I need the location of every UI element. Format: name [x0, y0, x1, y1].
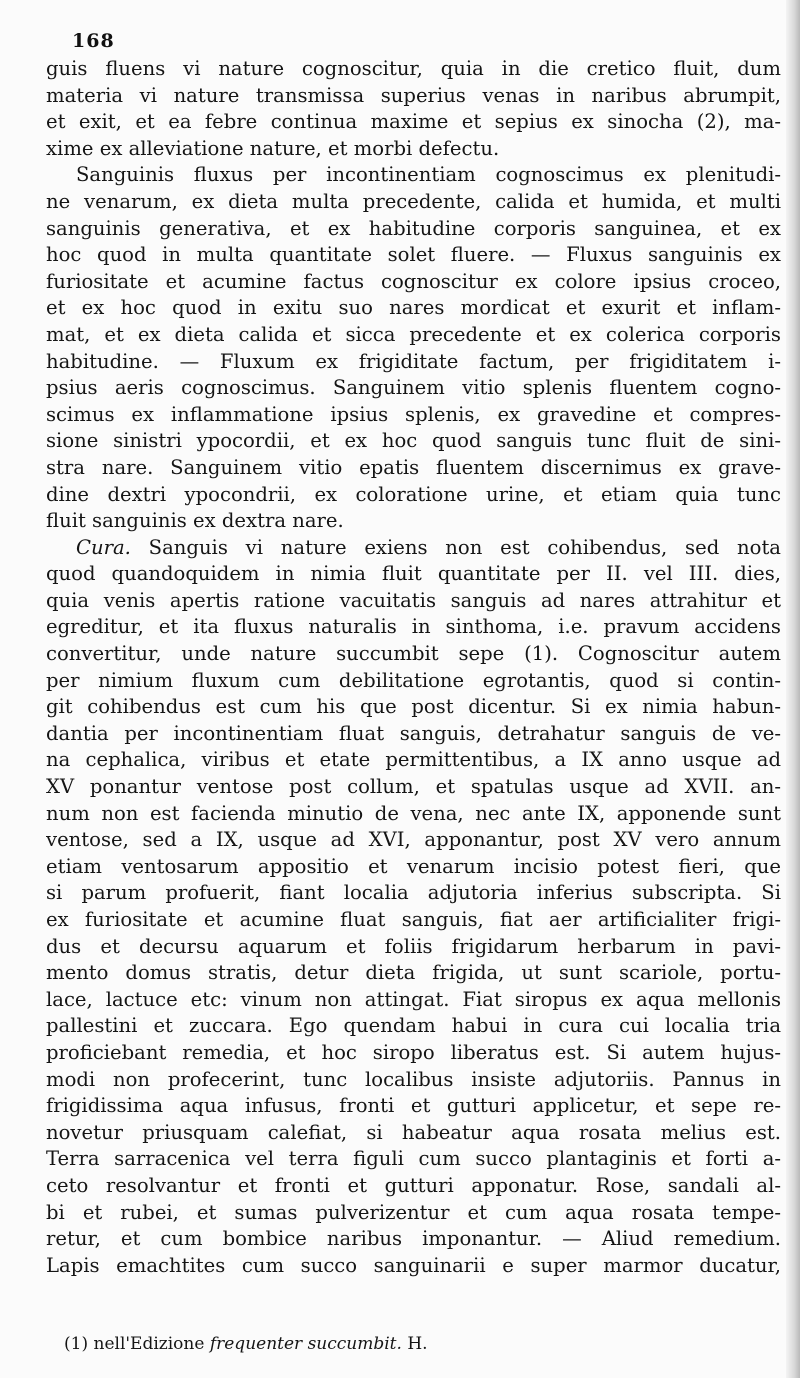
- text-line: dantia per incontinentiam fluat sanguis, detrahatur sanguis de ve-: [46, 721, 781, 745]
- text-line: modi non profecerint, tunc localibus insiste adjutoriis. Pannus in: [46, 1067, 781, 1091]
- text-line: num non est facienda minutio de vena, nec ante IX, apponende sunt: [46, 801, 781, 825]
- text-line: convertitur, unde nature succumbit sepe (1). Cognoscitur autem: [46, 642, 781, 666]
- footnote-tail: H.: [401, 1334, 428, 1354]
- text-line: git cohibendus est cum his que post dicentur. Si ex nimia habun-: [46, 695, 781, 719]
- text-line: habitudine. — Fluxum ex frigiditate factum, per frigiditatem i-: [46, 349, 781, 373]
- text-line: bi et rubei, et sumas pulverizentur et cum aqua rosata tempe-: [46, 1200, 781, 1224]
- text-line: frigidissima aqua infusus, fronti et gutturi applicetur, et sepe re-: [46, 1094, 781, 1118]
- body-text: [46, 56, 781, 1279]
- text-line: quod quandoquidem in nimia fluit quantitate per II. vel III. dies,: [46, 562, 781, 586]
- cura-line: [46, 535, 781, 562]
- text-line: materia vi nature transmissa superius venas in naribus abrumpit,: [46, 83, 781, 107]
- footnote-italic-text: frequenter succumbit.: [209, 1334, 402, 1354]
- text-line: et exit, et ea febre continua maxime et sepius ex sinocha (2), ma-: [46, 110, 781, 134]
- text-line: ventose, sed a IX, usque ad XVI, apponantur, post XV vero annum: [46, 828, 781, 852]
- text-line: Sanguinis fluxus per incontinentiam cognoscimus ex plenitudi-: [76, 163, 781, 187]
- text-line: psius aeris cognoscimus. Sanguinem vitio splenis fluentem cogno-: [46, 376, 781, 400]
- text-line: sanguinis generativa, et ex habitudine corporis sanguinea, et ex: [46, 216, 781, 240]
- text-line: ceto resolvantur et fronti et gutturi apponatur. Rose, sandali al-: [46, 1173, 781, 1197]
- text-line: ex furiositate et acumine fluat sanguis, fiat aer artificialiter frigi-: [46, 908, 781, 931]
- text-line: etiam ventosarum appositio et venarum incisio potest fieri, que: [46, 854, 781, 878]
- text-line: pallestini et zuccara. Ego quendam habui in cura cui localia tria: [46, 1014, 781, 1038]
- text-line: ne venarum, ex dieta multa precedente, calida et humida, et multi: [46, 189, 781, 213]
- text-line: lace, lactuce etc: vinum non attingat. Fiat siropus ex aqua mellonis: [46, 987, 781, 1011]
- text-line: xime ex alleviatione nature, et morbi defectu.: [46, 136, 500, 160]
- page-edge-shadow: [786, 0, 800, 1378]
- text-line: furiositate et acumine factus cognoscitur ex colore ipsius croceo,: [46, 269, 781, 293]
- footnote-text: nell'Edizione: [88, 1334, 210, 1354]
- text-line: sione sinistri ypocordii, et ex hoc quod sanguis tunc fluit de sini-: [46, 429, 781, 453]
- text-line: mento domus stratis, detur dieta frigida, ut sunt scariole, portu-: [46, 961, 781, 985]
- text-line: scimus ex inflammatione ipsius splenis, ex gravedine et compres-: [46, 402, 781, 426]
- text-line: fluit sanguinis ex dextra nare.: [46, 509, 344, 533]
- footnote-marker: (1): [64, 1334, 89, 1354]
- text-line: et ex hoc quod in exitu suo nares mordicat et exurit et inflam-: [46, 296, 781, 320]
- text-line: na cephalica, viribus et etate permittentibus, a IX anno usque ad: [46, 748, 781, 772]
- page-number: 168: [72, 30, 115, 52]
- text-line: stra nare. Sanguinem vitio epatis fluentem discernimus ex grave-: [46, 455, 781, 479]
- text-line: dine dextri ypocondrii, ex coloratione urine, et etiam quia tunc: [46, 482, 781, 506]
- text-line: novetur priusquam calefiat, si habeatur aqua rosata melius est.: [46, 1120, 781, 1144]
- text-line: per nimium fluxum cum debilitatione egrotantis, quod si contin-: [46, 668, 781, 692]
- text-line: proficiebant remedia, et hoc siropo liberatus est. Si autem hujus-: [46, 1040, 781, 1064]
- text-line: Terra sarracenica vel terra figuli cum succo plantaginis et forti a-: [46, 1147, 781, 1171]
- cura-label: Cura.: [76, 535, 131, 559]
- text-line: guis fluens vi nature cognoscitur, quia in die cretico fluit, dum: [46, 57, 781, 80]
- cura-line-text: Sanguis vi nature exiens non est cohibendus, sed nota: [130, 535, 781, 559]
- text-line: XV ponantur ventose post collum, et spatulas usque ad XVII. an-: [46, 775, 781, 799]
- text-line: retur, et cum bombice naribus imponantur. — Aliud remedium.: [46, 1227, 781, 1251]
- footnote: [64, 1334, 428, 1354]
- text-line: quia venis apertis ratione vacuitatis sanguis ad nares attrahitur et: [46, 588, 781, 612]
- text-line: mat, et ex dieta calida et sicca precedente et ex colerica corporis: [46, 322, 781, 346]
- text-line: Lapis emachtites cum succo sanguinarii e super marmor ducatur,: [46, 1253, 781, 1277]
- text-line: si parum profuerit, fiant localia adjutoria inferius subscripta. Si: [46, 881, 781, 905]
- text-line: dus et decursu aquarum et foliis frigidarum herbarum in pavi-: [46, 934, 781, 958]
- text-line: egreditur, et ita fluxus naturalis in sinthoma, i.e. pravum accidens: [46, 615, 781, 639]
- text-line: hoc quod in multa quantitate solet fluere. — Fluxus sanguinis ex: [46, 243, 781, 267]
